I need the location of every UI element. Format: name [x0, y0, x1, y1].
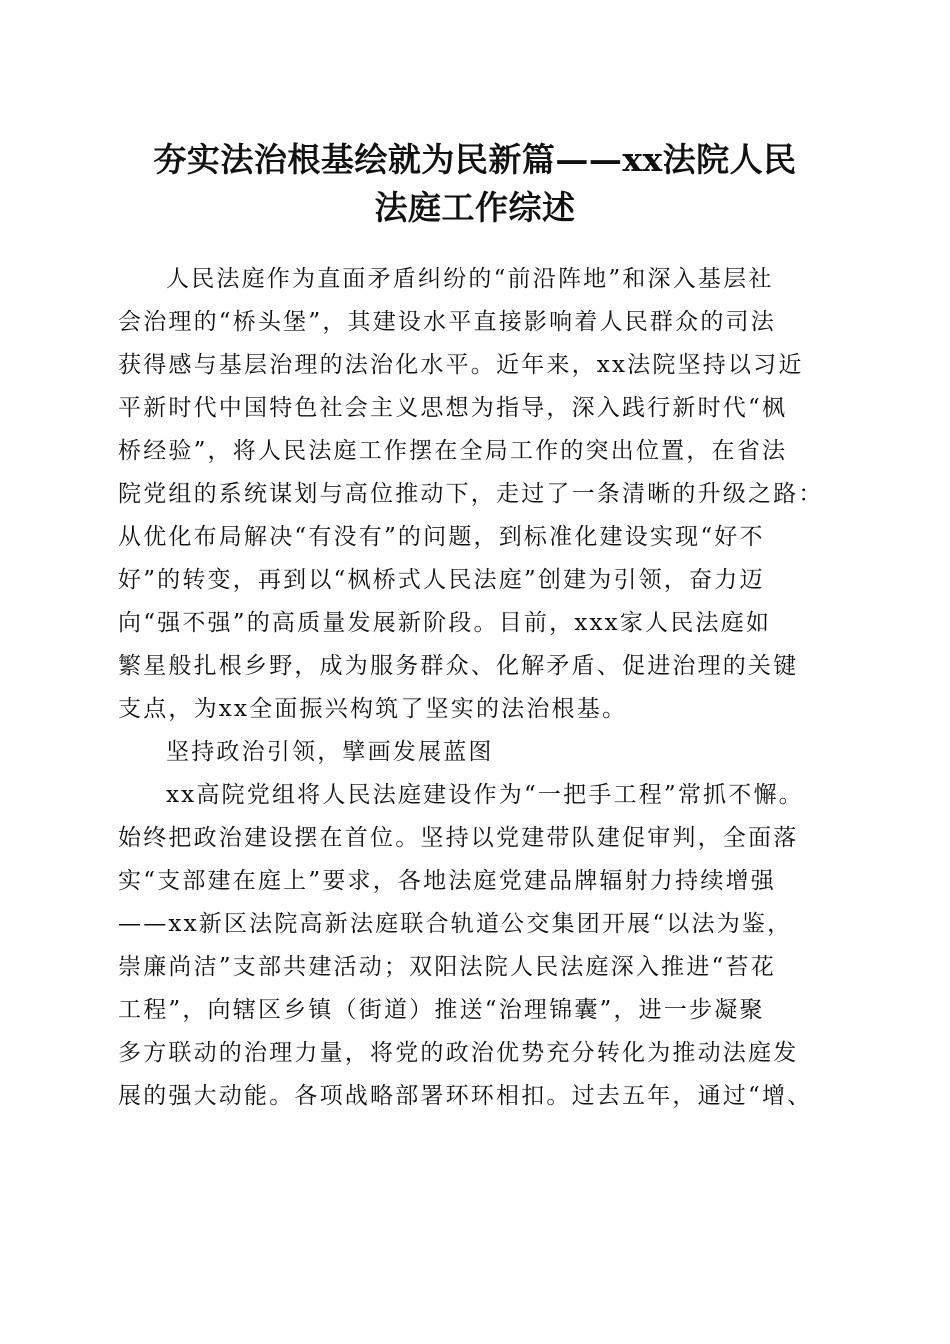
paragraph-line: xx高院党组将人民法庭建设作为“一把手工程”常抓不懈。 [166, 782, 804, 808]
paragraph-line: 展的强大动能。各项战略部署环环相扣。过去五年，通过“增、 [118, 1083, 813, 1109]
document-body [118, 258, 838, 1118]
paragraph-line: 获得感与基层治理的法治化水平。近年来，xx法院坚持以习近 [118, 352, 804, 378]
paragraph-line: 院党组的系统谋划与高位推动下，走过了一条清晰的升级之路： [118, 481, 824, 507]
section-heading [118, 731, 838, 774]
paragraph-line: 崇廉尚洁”支部共建活动；双阳法院人民法庭深入推进“苔花 [118, 954, 776, 980]
paragraph-line: 平新时代中国特色社会主义思想为指导，深入践行新时代“枫 [118, 395, 788, 421]
paragraph-line: 支点，为xx全面振兴构筑了坚实的法治根基。 [118, 696, 628, 722]
title-line: 夯实法治根基绘就为民新篇——xx法院人民 [153, 140, 797, 179]
paragraph-line: 会治理的“桥头堡”，其建设水平直接影响着人民群众的司法 [118, 309, 776, 335]
section-heading-text: 坚持政治引领，擘画发展蓝图 [166, 739, 494, 765]
body-paragraph [118, 774, 838, 1118]
paragraph-line: 桥经验”，将人民法庭工作摆在全局工作的突出位置，在省法 [118, 438, 788, 464]
intro-paragraph [118, 258, 838, 731]
paragraph-line: 繁星般扎根乡野，成为服务群众、化解矛盾、促进治理的关键 [118, 653, 799, 679]
paragraph-line: 从优化布局解决“有没有”的问题，到标准化建设实现“好不 [118, 524, 765, 550]
paragraph-line: 向“强不强”的高质量发展新阶段。目前，xxx家人民法庭如 [118, 610, 772, 636]
paragraph-line: 多方联动的治理力量，将党的政治优势充分转化为推动法庭发 [118, 1040, 799, 1066]
paragraph-line: 始终把政治建设摆在首位。坚持以党建带队建促审判，全面落 [118, 825, 799, 851]
paragraph-line: 工程”，向辖区乡镇（街道）推送“治理锦囊”，进一步凝聚 [118, 997, 765, 1023]
paragraph-line: 实“支部建在庭上”要求，各地法庭党建品牌辐射力持续增强 [118, 868, 776, 894]
paragraph-line: 好”的转变，再到以“枫桥式人民法庭”创建为引领，奋力迈 [118, 567, 765, 593]
paragraph-line: 人民法庭作为直面矛盾纠纷的“前沿阵地”和深入基层社 [166, 266, 774, 292]
document-title [90, 136, 860, 232]
paragraph-line: ——xx新区法院高新法庭联合轨道公交集团开展“以法为鉴， [118, 911, 793, 937]
title-line: 法庭工作综述 [374, 188, 576, 227]
